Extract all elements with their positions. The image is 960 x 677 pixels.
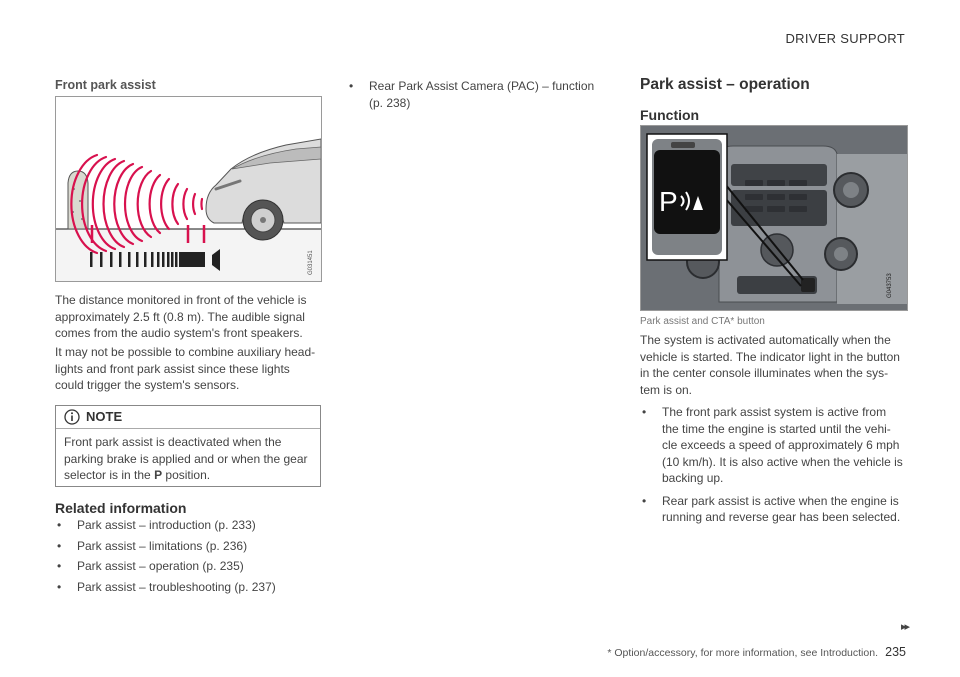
list-item bbox=[640, 493, 906, 526]
section-title-operation: Park assist – operation bbox=[640, 76, 810, 93]
figure-caption: Park assist and CTA* button bbox=[640, 316, 765, 327]
section-title: Front park assist bbox=[55, 78, 156, 92]
page-number: 235 bbox=[885, 645, 906, 659]
note-box bbox=[55, 405, 321, 487]
related-link-text: Park assist – limitations (p. 236) bbox=[77, 538, 248, 553]
paragraph-auxiliary-lights: It may not be possible to combine auxiliary head-lights and front park assist since these lights could trigger the system's sensors. bbox=[55, 345, 316, 392]
related-information-heading: Related information bbox=[55, 500, 187, 516]
note-text-part: Front park assist is deactivated when the parking brake is applied and or when the gear selector is in the bbox=[64, 435, 308, 482]
list-item-text: Rear park assist is active when the engine is running and reverse gear has been selected. bbox=[662, 493, 901, 524]
page-header: DRIVER SUPPORT bbox=[785, 31, 905, 46]
related-link-text: Park assist – introduction (p. 233) bbox=[77, 518, 256, 532]
svg-text:P: P bbox=[659, 186, 678, 217]
figure-code: G043753 bbox=[887, 273, 893, 298]
info-icon bbox=[64, 409, 80, 425]
related-link-text: Rear Park Assist Camera (PAC) – function (p. 238) bbox=[369, 79, 595, 110]
bullet-dot: • bbox=[642, 493, 647, 508]
note-text bbox=[64, 434, 314, 484]
bullet-dot: • bbox=[57, 579, 62, 594]
next-page-arrow-icon[interactable]: ▸▸ bbox=[900, 621, 908, 633]
figure-code: G031451 bbox=[308, 250, 314, 275]
list-item bbox=[640, 404, 906, 487]
related-links-list bbox=[55, 517, 325, 595]
bullet-dot: • bbox=[642, 405, 647, 419]
related-link[interactable] bbox=[55, 579, 325, 596]
subsection-function: Function bbox=[640, 107, 700, 123]
related-link-text: Park assist – troubleshooting (p. 237) bbox=[77, 579, 276, 594]
footnote: * Option/accessory, for more information, see Introduction. bbox=[607, 647, 878, 659]
related-link-text: Park assist – operation (p. 235) bbox=[77, 559, 244, 573]
related-link[interactable] bbox=[55, 517, 325, 534]
related-link[interactable] bbox=[55, 538, 325, 555]
note-header bbox=[56, 406, 320, 429]
bullet-dot: • bbox=[57, 538, 62, 553]
bullet-dot: • bbox=[57, 559, 62, 573]
paragraph-activation: The system is activated automatically when the vehicle is started. The indicator light in the button in the center console illuminates when the sys-tem is on. bbox=[640, 333, 900, 397]
gear-p-label: P bbox=[154, 468, 163, 482]
note-text-part: position. bbox=[165, 468, 211, 482]
related-link[interactable] bbox=[55, 558, 325, 575]
paragraph-distance: The distance monitored in front of the vehicle is approximately 2.5 ft (0.8 m). The audible signal comes from the audio system's front speakers. bbox=[55, 293, 307, 340]
note-title: NOTE bbox=[86, 409, 123, 424]
park-assist-button-illustration bbox=[640, 125, 908, 311]
list-item-text: The front park assist system is active from the time the engine is started until the vehi-cle exceeds a speed of approximately 6 mph (10 km/h). It is also active when the vehicle is backing up. bbox=[662, 405, 903, 485]
front-park-assist-illustration bbox=[55, 96, 322, 282]
related-link-pac[interactable] bbox=[347, 78, 607, 111]
bullet-dot: • bbox=[349, 79, 354, 93]
function-list bbox=[640, 404, 906, 526]
bullet-dot: • bbox=[57, 518, 62, 532]
